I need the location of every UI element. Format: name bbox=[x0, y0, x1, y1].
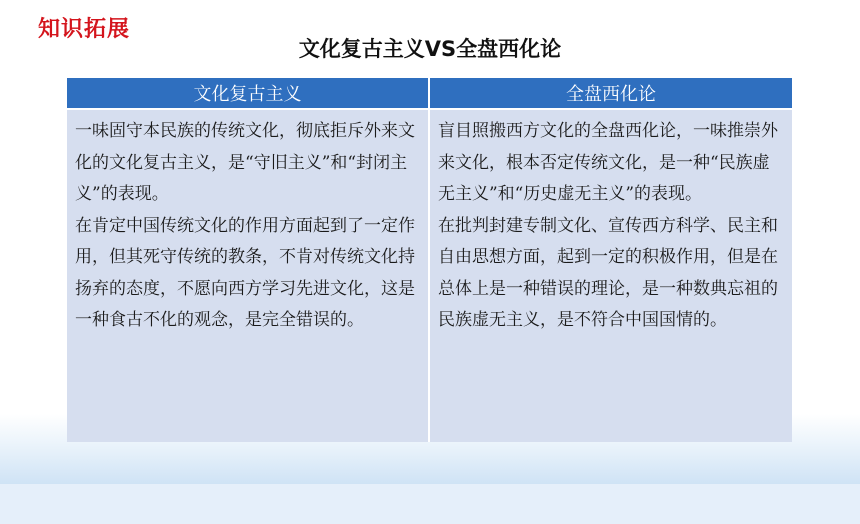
page-title: 文化复古主义VS全盘西化论 bbox=[298, 37, 562, 61]
comparison-table bbox=[67, 78, 792, 442]
header-cultural-revivalism: 文化复古主义 bbox=[67, 78, 429, 109]
table-row bbox=[67, 109, 792, 442]
section-tag: 知识拓展 bbox=[38, 17, 131, 42]
table-header-row bbox=[67, 78, 792, 109]
header-wholesale-westernization: 全盘西化论 bbox=[429, 78, 792, 109]
cell-wholesale-westernization-text: 盲目照搬西方文化的全盘西化论，一味推崇外来文化，根本否定传统文化，是一种“民族虚无主义”和“历史虚无主义”的表现。 在批判封建专制文化、宣传西方科学、民主和自由思想方面，起到一定的积极作用，但是在总体上是一种错误的理论，是一种数典忘祖的民族虚无主义，是不符合中国国情的。 bbox=[429, 109, 792, 442]
cell-cultural-revivalism-text: 一味固守本民族的传统文化，彻底拒斥外来文化的文化复古主义，是“守旧主义”和“封闭主义”的表现。 在肯定中国传统文化的作用方面起到了一定作用，但其死守传统的教条，不肯对传统文化持扬弃的态度，不愿向西方学习先进文化，这是一种食古不化的观念，是完全错误的。 bbox=[67, 109, 429, 442]
